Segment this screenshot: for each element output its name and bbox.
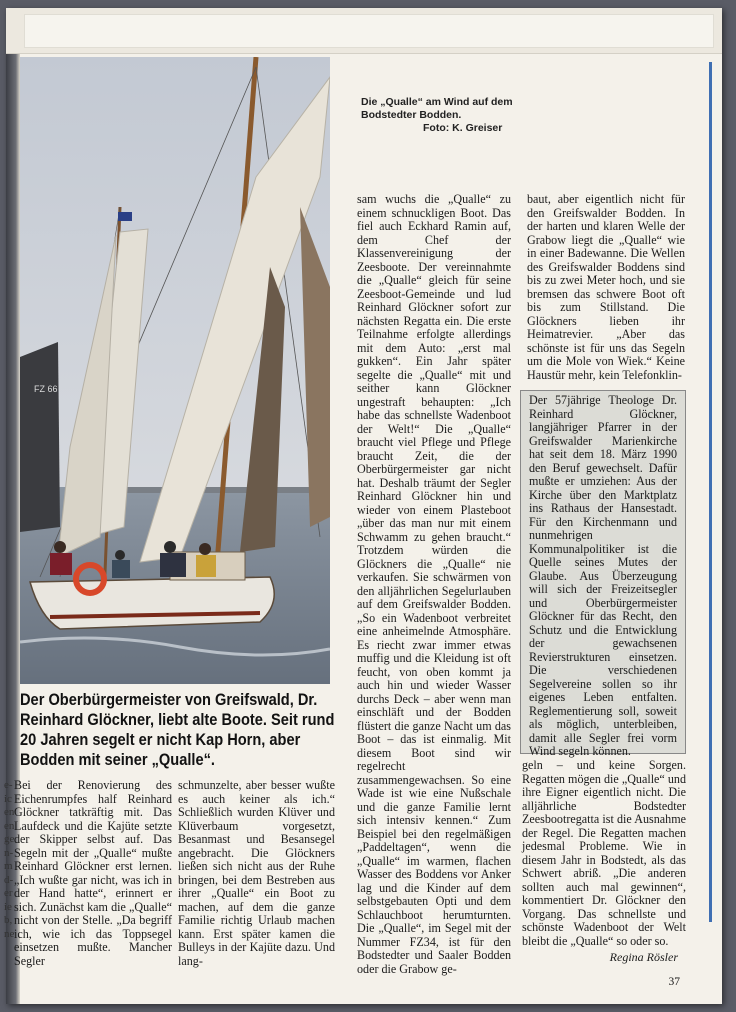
column-1 bbox=[4, 778, 172, 968]
column-3 bbox=[357, 193, 511, 976]
previous-page-edge bbox=[6, 8, 722, 54]
background-sail bbox=[20, 342, 60, 532]
sailboat-photo bbox=[20, 57, 330, 684]
svg-text:FZ 66: FZ 66 bbox=[34, 384, 58, 394]
margin-rule bbox=[709, 62, 712, 922]
page-strip bbox=[24, 14, 714, 48]
facing-page-fragments: e- ic en en ge n- m d- er ie b, ne bbox=[4, 779, 14, 940]
article-headline: Der Oberbürgermeister von Greifswald, Dr. Reinhard Glöckner, liebt alte Boote. Seit rund 20 Jahren segelt er nicht Kap Horn, aber Bodden mit seiner „Qualle“. bbox=[20, 690, 335, 769]
crew-member bbox=[199, 543, 211, 555]
column-3-text: sam wuchs die „Qualle“ zu einem schnuckligen Boot. Das fiel auch Eckhard Ramin auf, dem Chef der Klassenvereinigung der Zeesboote. Der vereinnahmte die „Qualle“ gleich für seine Zeesboot-Gemeinde und lud Reinhard Glöckner sofort zur nächsten Regatta ein. Die erste Teilnahme erfolgte allerdings mit dem Auto: „erst mal gukken“. Ein Jahr später segelte die „Qualle“ mit und seither kann Glöckner ungestraft behaupten: „Ich habe das schnellste Wadenboot der Welt!“ Die „Qualle“ braucht viel Pflege und Pflege braucht Zeit, die der Oberbürgermeister gar nicht hat. Deshalb träumt der Segler Reinhard Glöckner hin und wieder von einem Plasteboot „über das man nur mit einem Schwamm zu gehen braucht.“ Trotzdem würden die Glöckners die „Qualle“ nie verkaufen. Sie schwärmen von den alljährlichen Segelurlauben auf dem Greifswalder Bodden. „So ein Wadenboot verbreitet eine anheimelnde Atmosphäre. Es riecht zwar immer etwas muffig und die Kleidung ist oft feucht, von oben kommt ja auch hin und wieder Wasser durchs Deck – aber wenn man einschläft und der Bodden flüstert die ganze Nacht um das Boot – das ist einmalig. Mit diesem Boot sind wir regelrecht zusammengewachsen. So eine Wade ist wie eine Nußschale und die ganze Familie lernt sich intensiv kennen.“ Zum Beispiel bei den regelmäßigen „Paddeltagen“, wenn die „Qualle“ im warmen, flachen Wasser des Boddens vor Anker lag und die Kinder auf dem selbstgebauten Opti und dem Schlauchboot herumturnten. Die „Qualle“, im Segel mit der Nummer FZ34, ist für den Bodstedter und Saaler Bodden oder die Grabow ge- bbox=[357, 192, 511, 976]
column-2-text: schmunzelte, aber besser wußte es auch keiner als ich.“ Schließlich wurden Klüver und Klüverbaum vorgesetzt, Besanmast und Besansegel angebracht. Die Glöckners ließen sich nicht aus der Ruhe bringen, bei dem Bestreben aus ihrer „Qualle“ ein Boot zu machen, auf dem die ganze Familie richtig Urlaub machen kann. Erst später kamen die Bulleys in der Kajüte dazu. Und lang- bbox=[178, 778, 335, 968]
column-1-text: Bei der Renovierung des Eichenrumpfes half Reinhard Glöckner tatkräftig mit. Das Laufdeck und die Kajüte setzte der Skipper selbst auf. Das Segeln mit der „Qualle“ mußte Reinhard Glöckner erst lernen. „Ich wußte gar nicht, was ich in der Hand hatte“, erinnert er sich. Zunächst kam die „Qualle“ nicht von der Stelle. „Da begriff ich, wie ich das Toppsegel einsetzen mußte. Mancher Segler bbox=[14, 778, 172, 968]
crew-member bbox=[50, 553, 72, 575]
column-4-text: baut, aber eigentlich nicht für den Greifswalder Bodden. In der harten und klaren Welle der Grabow liegt die „Qualle“ wie in einer Badewanne. Die Wellen des Greifswalder Boddens sind bis zu zwei Meter hoch, und sie bremsen das schwere Boot oft bis zum Stillstand. Die Glöckners lieben ihr Heimatrevier. „Aber das schönste ist für uns das Segeln um die Mole von Wiek.“ Keine Haustür mehr, kein Telefonklin- bbox=[527, 192, 685, 382]
hull bbox=[30, 577, 274, 629]
crew-member bbox=[196, 555, 216, 577]
column-4-continued bbox=[522, 759, 686, 948]
caption-text: Die „Qualle“ am Wind auf dem Bodstedter Bodden. bbox=[361, 96, 513, 121]
page-number: 37 bbox=[668, 976, 680, 988]
distant-shore bbox=[110, 487, 330, 493]
background-sail-number bbox=[34, 384, 58, 394]
crew-member bbox=[164, 541, 176, 553]
crew-member bbox=[160, 553, 186, 577]
photo-caption bbox=[361, 96, 561, 135]
sidebar-box bbox=[520, 390, 686, 758]
column-4-continued-text: geln – und keine Sorgen. Regatten mögen die „Qualle“ und ihre Eigner eigentlich nicht. Die alljährliche Bodstedter Zeesbootregatta ist die Ausnahme der Regel. Die Regatten machen jedesmal Probleme. Wie in diesem Jahr in Bodstedt, als das Schwert abriß. „Die anderen sollten auch mal gewinnen“, kommentiert Dr. Glöckner den Vorgang. Das schnellste und schönste Wadenboot der Welt bleibt die „Qualle“ so oder so. bbox=[522, 758, 686, 948]
author-byline: Regina Rösler bbox=[609, 950, 678, 964]
pennant-flag bbox=[118, 212, 132, 221]
photo-credit: Foto: K. Greiser bbox=[423, 122, 503, 134]
column-2 bbox=[178, 779, 335, 968]
crew-member bbox=[112, 560, 130, 578]
column-4 bbox=[527, 193, 685, 382]
crew-member bbox=[115, 550, 125, 560]
sidebar-box-text: Der 57jährige Theologe Dr. Reinhard Glöckner, langjähriger Pfarrer in der Greifswalder Marienkirche hat seit dem 18. März 1990 den Beruf gewechselt. Dafür mußte er umziehen: Aus der Kirche über den Marktplatz ins Rathaus der Hansestadt. Für den Kirchenmann und nunmehrigen Kommunalpolitiker ist die Quelle seines Mutes der Glaube. Aus Überzeugung will sich der Freizeitsegler und Oberbürgermeister Glöckner für das Recht, den Schutz und die Entwicklung der gewachsenen Revierstrukturen einsetzen. Die verschiedenen Segelvereine sollen so ihr eigenes Leben entfalten. Reglementierung soll, soweit als möglich, unterbleiben, damit alle Segler frei vorm Wind segeln können. bbox=[529, 393, 677, 758]
sailboat-illustration bbox=[20, 57, 330, 684]
crew-member bbox=[54, 541, 66, 553]
